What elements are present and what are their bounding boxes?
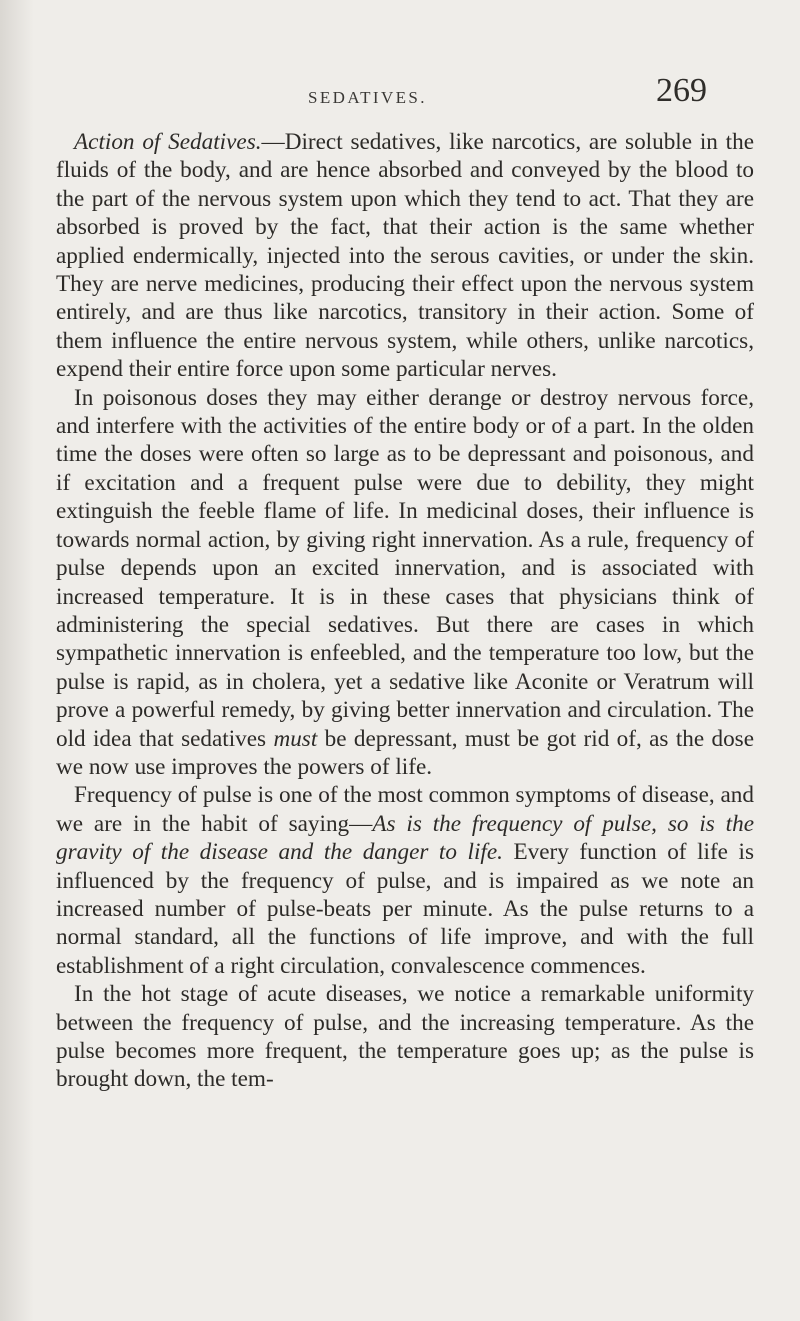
body-text [56, 128, 754, 1094]
paragraph-text: In the hot stage of acute diseases, we notice a remarkable uniformity between the frequency of pulse, and the increasing temperature. As the pulse becomes more frequent, the temperature goes up; as the pulse is brought down, the tem- [56, 981, 754, 1093]
paragraph-text: In poisonous doses they may either derange or destroy nervous force, and interfere with the activities of the entire body or of a part. In the olden time the doses were often so large as to be depressant and poisonous, and if excitation and a frequent pulse were due to debility, they might extinguish the feeble flame of life. In medicinal doses, their influence is towards normal action, by giving right innervation. As a rule, frequency of pulse depends upon an excited innervation, and is associated with increased temperature. It is in these cases that physicians think of administering the special sedatives. But there are cases in which sympathetic innervation is enfeebled, and the temperature too low, but the pulse is rapid, as in cholera, yet a sedative like Aconite or Veratrum will prove a powerful remedy, by giving better innervation and circulation. The old idea that sedatives [56, 384, 754, 752]
paragraph-text: be depressant, must be got rid of, as the dose we now use improves the powers of life. [56, 725, 755, 780]
emphasis-maxim: As is the frequency of pulse, so is the gravity of the disease and the danger to life. [56, 810, 754, 866]
paragraph-hot-stage [56, 980, 754, 1094]
page-gutter-shadow [0, 0, 34, 1321]
page-number: 269 [656, 72, 707, 109]
paragraph-poisonous-doses [56, 384, 754, 782]
paragraph-frequency-of-pulse [56, 781, 754, 980]
running-head [0, 62, 800, 109]
running-head-title: SEDATIVES. [308, 88, 427, 107]
section-heading-italic: Action of Sedatives. [74, 129, 262, 155]
emphasis-must: must [273, 725, 318, 752]
paragraph-action-of-sedatives [56, 128, 754, 384]
paragraph-text: Frequency of pulse is one of the most common symptoms of disease, and we are in the habit of saying— [56, 782, 754, 837]
paragraph-text: —Direct sedatives, like narcotics, are soluble in the fluids of the body, and are hence absorbed and conveyed by the blood to the part of the nervous system upon which they tend to act. That they are absorbed is proved by the fact, that their action is the same whether applied endermically, injected into the serous cavities, or under the skin. They are nerve medicines, producing their effect upon the nervous system entirely, and are thus like narcotics, transitory in their action. Some of them influence the entire nervous system, while others, unlike narcotics, expend their entire force upon some particular nerves. [56, 129, 754, 383]
paragraph-text: Every function of life is influenced by the frequency of pulse, and is impaired as we note an increased number of pulse-beats per minute. As the pulse returns to a normal standard, all the functions of life improve, and with the full establishment of a right circulation, convalescence commences. [56, 839, 754, 979]
